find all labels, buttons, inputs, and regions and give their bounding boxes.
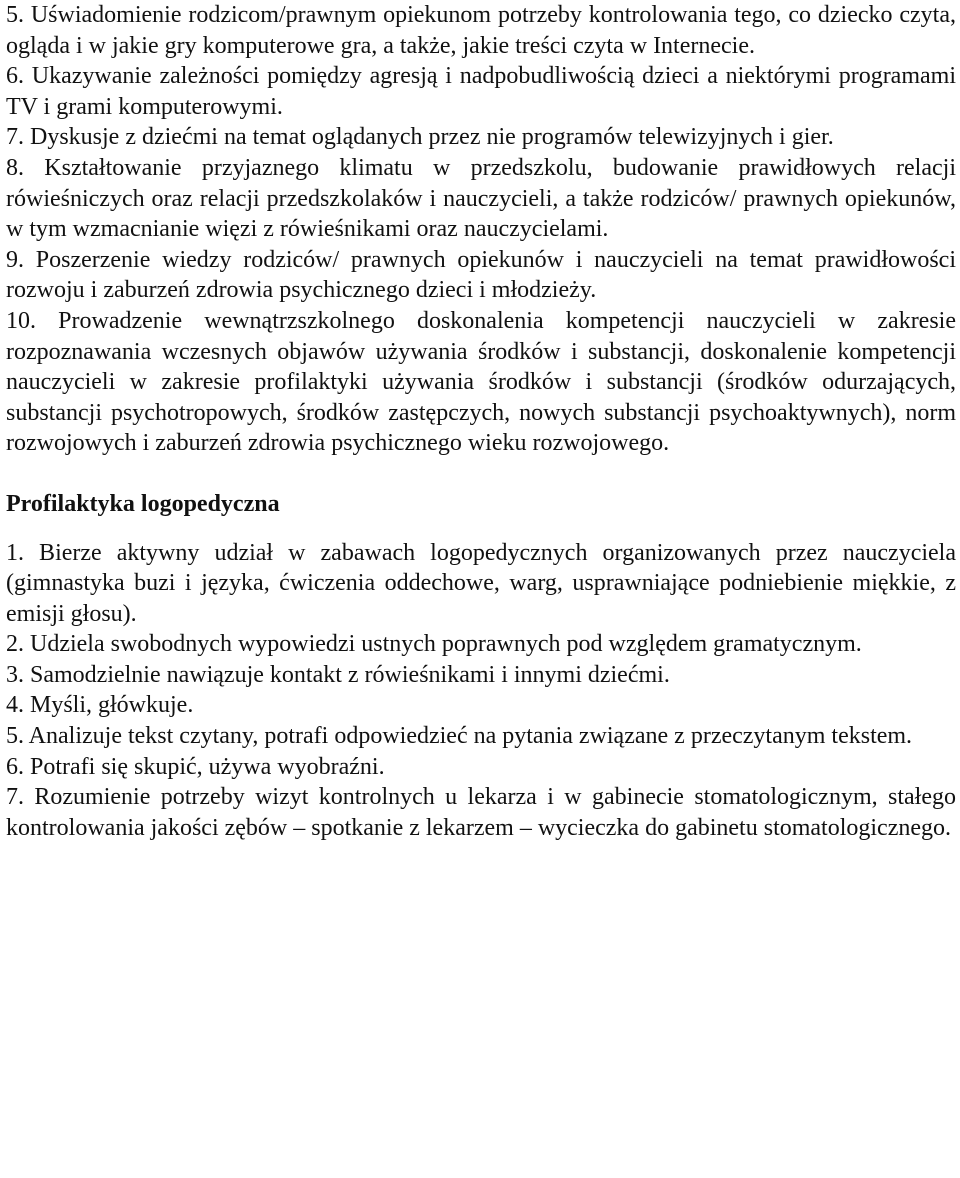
list-item-9: 9. Poszerzenie wiedzy rodziców/ prawnych opiekunów i nauczycieli na temat prawidłowości rozwoju i zaburzeń zdrowia psychicznego dzieci i młodzieży. xyxy=(6,246,956,304)
section-speech-therapy-list xyxy=(6,538,956,844)
speech-item-2: 2. Udziela swobodnych wypowiedzi ustnych poprawnych pod względem gramatycznym. xyxy=(6,631,862,658)
speech-item-5: 5. Analizuje tekst czytany, potrafi odpowiedzieć na pytania związane z przeczytanym tekstem. xyxy=(6,723,913,750)
list-item-8: 8. Kształtowanie przyjaznego klimatu w przedszkolu, budowanie prawidłowych relacji rówieśniczych oraz relacji przedszkolaków i nauczycieli, a także rodziców/ prawnych opiekunów, w tym wzmacnianie więzi z rówieśnikami oraz nauczycielami. xyxy=(6,154,956,243)
list-item-7: 7. Dyskusje z dziećmi na temat oglądanych przez nie programów telewizyjnych i gier. xyxy=(6,124,834,151)
list-item-5: 5. Uświadomienie rodzicom/prawnym opiekunom potrzeby kontrolowania tego, co dziecko czyta, ogląda i w jakie gry komputerowe gra, a także, jakie treści czyta w Internecie. xyxy=(6,2,956,59)
speech-item-4: 4. Myśli, główkuje. xyxy=(6,692,194,719)
section-prevention-list xyxy=(6,0,956,459)
speech-item-1: 1. Bierze aktywny udział w zabawach logopedycznych organizowanych przez nauczyciela (gimnastyka buzi i języka, ćwiczenia oddechowe, warg, usprawniające podniebienie miękkie, z emisji głosu). xyxy=(6,539,956,627)
speech-item-6: 6. Potrafi się skupić, używa wyobraźni. xyxy=(6,753,385,780)
section-heading: Profilaktyka logopedyczna xyxy=(6,490,280,517)
list-item-6: 6. Ukazywanie zależności pomiędzy agresją i nadpobudliwością dzieci a niektórymi programami TV i grami komputerowymi. xyxy=(6,63,956,120)
speech-item-7: 7. Rozumienie potrzeby wizyt kontrolnych u lekarza i w gabinecie stomatologicznym, stałego kontrolowania jakości zębów – spotkanie z lekarzem – wycieczka do gabinetu stomatologicznego. xyxy=(6,784,956,841)
list-item-10: 10. Prowadzenie wewnątrzszkolnego doskonalenia kompetencji nauczycieli w zakresie rozpoznawania wczesnych objawów używania środków i substancji, doskonalenie kompetencji nauczycieli w zakresie profilaktyki używania środków i substancji (środków odurzających, substancji psychotropowych, środków zastępczych, nowych substancji psychoaktywnych), norm rozwojowych i zaburzeń zdrowia psychicznego wieku rozwojowego. xyxy=(6,307,956,457)
speech-item-3: 3. Samodzielnie nawiązuje kontakt z rówieśnikami i innymi dziećmi. xyxy=(6,661,670,688)
document-page xyxy=(6,0,956,843)
